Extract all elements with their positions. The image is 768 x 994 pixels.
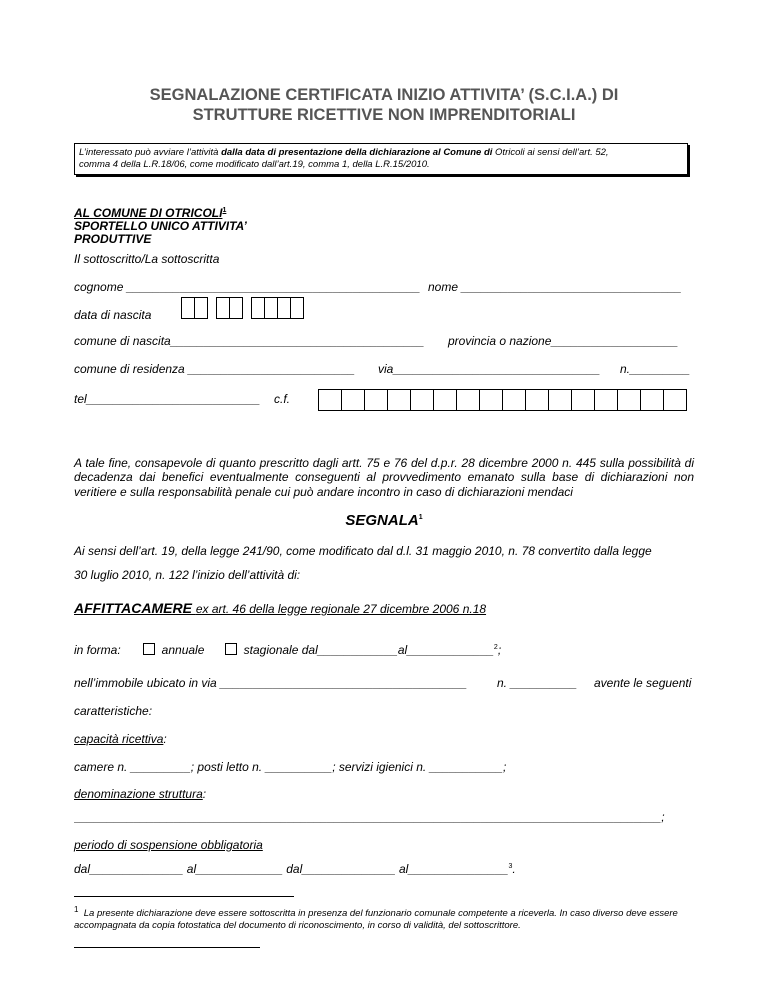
cf-label: c.f. <box>274 392 291 406</box>
sospensione-fields[interactable] <box>74 862 516 876</box>
declaration-text: A tale fine, consapevole di quanto prescritto dagli artt. 75 e 76 del d.p.r. 28 dicembre 2000 n. 445 sulla possibilità di decadenza dai benefici eventualmente conseguenti al provvedimento emanato sulla base di dichiarazioni non veritiere e sulla responsabilità penale cui può andare incontro in caso di dichiarazioni mendaci <box>74 456 694 499</box>
sospensione-end: . <box>512 862 516 876</box>
recipient-footnote-ref: 1 <box>222 207 227 214</box>
activity-line <box>74 600 486 616</box>
stagionale-checkbox[interactable] <box>225 643 237 655</box>
date-cell[interactable] <box>216 297 230 319</box>
denominazione-field[interactable]: ________________________________________________________________________________________; <box>74 810 665 824</box>
numero-civico-field[interactable]: n._________ <box>620 362 691 376</box>
stagionale-end: ; <box>497 643 502 657</box>
cf-cell[interactable] <box>663 389 687 411</box>
notice-box <box>74 143 688 175</box>
cf-cell[interactable] <box>456 389 480 411</box>
comune-nascita-field[interactable]: comune di nascita______________________________________ <box>74 334 425 348</box>
cf-cell[interactable] <box>410 389 434 411</box>
form-intro: Il sottoscritto/La sottoscritta <box>74 252 220 266</box>
comune-residenza-field[interactable]: comune di residenza _________________________ <box>74 362 355 376</box>
immobile-numero-field[interactable]: n. __________ <box>497 676 578 690</box>
notice-text-part1: L’interessato può avviare l’attività <box>79 147 222 158</box>
document-title-line2: STRUTTURE RICETTIVE NON IMPRENDITORIALI <box>192 106 576 124</box>
forma-annuale[interactable] <box>143 643 204 657</box>
segnala-label: SEGNALA <box>345 512 419 529</box>
data-nascita-label: data di nascita <box>74 308 152 322</box>
sospensione-footnote-ref: 3 <box>508 863 513 870</box>
cf-cell[interactable] <box>502 389 526 411</box>
date-cell[interactable] <box>290 297 304 319</box>
sospensione-heading-text: periodo di sospensione obbligatoria <box>74 838 263 852</box>
cf-cell[interactable] <box>640 389 664 411</box>
legal-line2: 30 luglio 2010, n. 122 l’inizio dell’attività di: <box>74 568 301 582</box>
nome-field[interactable]: nome _________________________________ <box>428 280 682 294</box>
recipient-line1: AL COMUNE DI OTRICOLI <box>74 206 223 220</box>
cf-cell[interactable] <box>364 389 388 411</box>
tel-field[interactable]: tel__________________________ <box>74 392 261 406</box>
capacita-colon: : <box>163 732 167 746</box>
denominazione-colon: : <box>202 787 207 801</box>
document-title-line1: SEGNALAZIONE CERTIFICATA INIZIO ATTIVITA’ (S.C.I.A.) DI <box>149 86 619 104</box>
provincia-field[interactable]: provincia o nazione___________________ <box>448 334 679 348</box>
page-bottom-rule <box>74 947 260 948</box>
footnote-separator <box>74 896 294 897</box>
immobile-via-field[interactable]: nell’immobile ubicato in via _____________________________________ <box>74 676 467 690</box>
date-cell[interactable] <box>194 297 208 319</box>
notice-text-line2: comma 4 della L.R.18/06, come modificato dall’art.19, comma 1, della L.R.15/2010. <box>79 159 430 170</box>
sospensione-heading <box>74 838 263 852</box>
via-residenza-field[interactable]: via_______________________________ <box>378 362 601 376</box>
legal-line1: Ai sensi dell’art. 19, della legge 241/90, come modificato dal d.l. 31 maggio 2010, n. 78 convertito dalla legge <box>74 544 652 558</box>
sospensione-dates[interactable]: dal______________ al_____________ dal______________ al_______________ <box>74 862 509 876</box>
capacita-heading <box>74 732 167 746</box>
cf-cell[interactable] <box>594 389 618 411</box>
footnote <box>74 904 696 932</box>
stagionale-footnote-ref: 2 <box>493 644 498 651</box>
notice-text-part3: Otricoli ai sensi dell’art. 52, <box>492 147 609 158</box>
date-cell[interactable] <box>277 297 291 319</box>
forma-label: in forma: <box>74 643 121 657</box>
immobile-caratteristiche: caratteristiche: <box>74 704 153 718</box>
denominazione-heading-text: denominazione struttura <box>74 787 203 801</box>
activity-name: AFFITTACAMERE <box>74 600 196 616</box>
recipient-block <box>74 204 247 246</box>
footnote-number: 1 <box>74 905 79 914</box>
segnala-heading <box>0 512 768 529</box>
capacita-fields[interactable]: camere n. _________; posti letto n. __________; servizi igienici n. ___________; <box>74 760 507 774</box>
recipient-line2: SPORTELLO UNICO ATTIVITA’ <box>74 219 247 233</box>
cf-cell[interactable] <box>433 389 457 411</box>
date-cell[interactable] <box>229 297 243 319</box>
cf-cell[interactable] <box>318 389 342 411</box>
cf-cell[interactable] <box>387 389 411 411</box>
annuale-label: annuale <box>161 643 205 657</box>
cf-cell[interactable] <box>525 389 549 411</box>
cf-cell[interactable] <box>617 389 641 411</box>
footnote-text: La presente dichiarazione deve essere sottoscritta in presenza del funzionario comunale competente a riceverla. In caso diverso deve essere accompagnata da copia fotostatica del documento di riconoscimento, in corso di validità, del sottoscrittore. <box>74 908 678 932</box>
activity-reference: ex art. 46 della legge regionale 27 dicembre 2006 n.18 <box>195 602 487 616</box>
cf-cell[interactable] <box>571 389 595 411</box>
immobile-avente: avente le seguenti <box>594 676 692 690</box>
date-cell[interactable] <box>264 297 278 319</box>
date-cell[interactable] <box>251 297 265 319</box>
notice-text-bold: dalla data di presentazione della dichiarazione al Comune di <box>221 147 493 158</box>
cf-cell[interactable] <box>479 389 503 411</box>
segnala-footnote-ref: 1 <box>418 514 423 521</box>
denominazione-heading <box>74 787 206 801</box>
capacita-heading-text: capacità ricettiva <box>74 732 164 746</box>
cognome-field[interactable]: cognome ____________________________________________ <box>74 280 421 294</box>
recipient-line3: PRODUTTIVE <box>74 232 152 246</box>
stagionale-field[interactable]: stagionale dal____________al_____________ <box>243 643 494 657</box>
date-cell[interactable] <box>181 297 195 319</box>
cf-cell[interactable] <box>548 389 572 411</box>
annuale-checkbox[interactable] <box>143 643 155 655</box>
cf-boxes[interactable] <box>318 389 686 411</box>
data-nascita-boxes[interactable] <box>181 297 303 319</box>
forma-stagionale[interactable] <box>225 643 501 657</box>
cf-cell[interactable] <box>341 389 365 411</box>
